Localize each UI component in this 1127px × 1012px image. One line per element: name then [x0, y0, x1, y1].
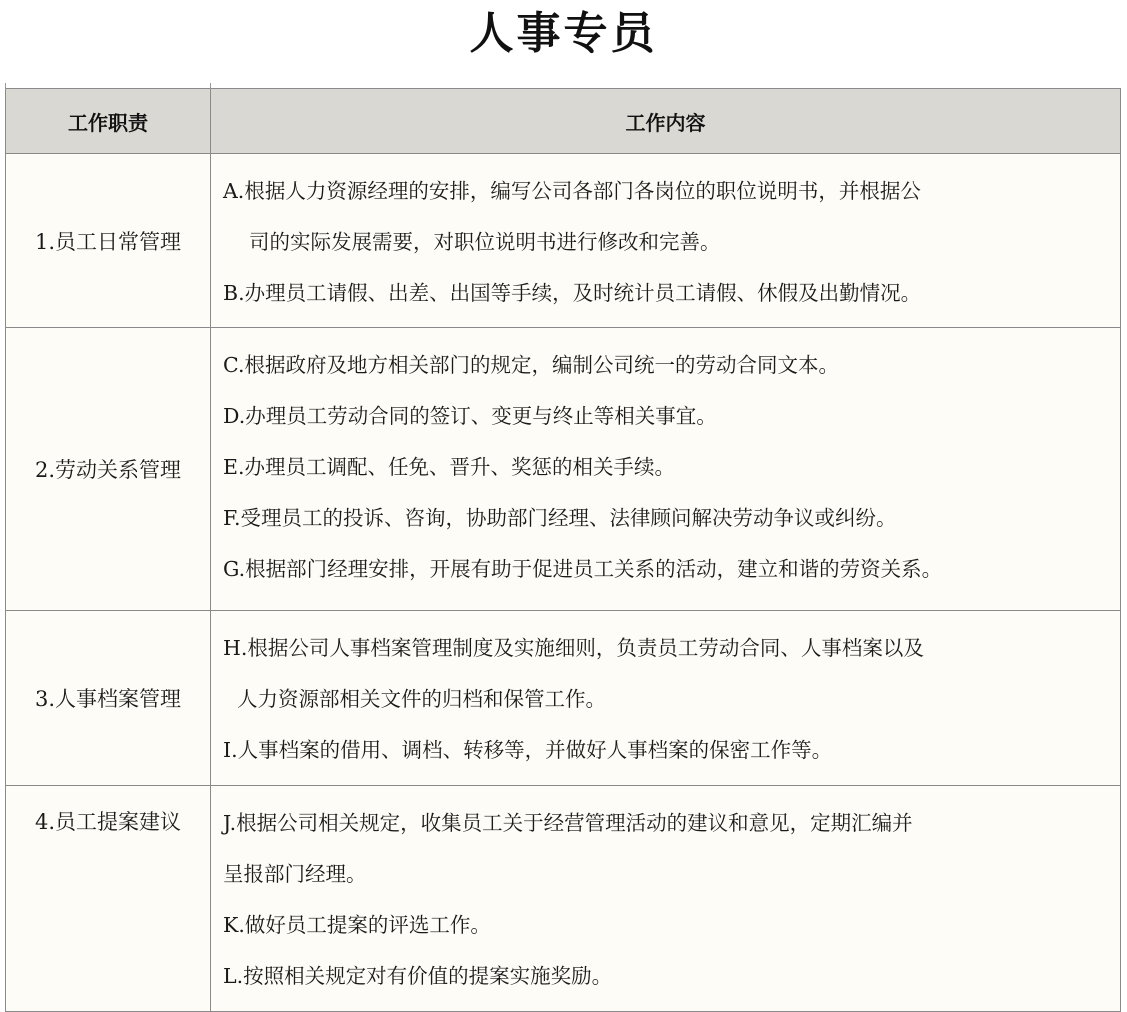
- content-item-line: B.办理员工请假、出差、出国等手续，及时统计员工请假、休假及出勤情况。: [223, 281, 922, 305]
- table-header-row: [6, 89, 1121, 154]
- table-row: [6, 786, 1121, 1012]
- content-item: [223, 340, 1110, 391]
- content-item: [223, 166, 1110, 268]
- header-duty: 工作职责: [6, 89, 211, 154]
- content-item: [223, 951, 1110, 1002]
- content-item-line: K.做好员工提案的评选工作。: [223, 913, 491, 937]
- content-item-line: D.办理员工劳动合同的签订、变更与终止等相关事宜。: [223, 404, 717, 428]
- content-item: [223, 493, 1110, 544]
- content-item: [223, 798, 1110, 900]
- content-cell: [211, 154, 1121, 328]
- content-item: [223, 900, 1110, 951]
- duty-cell: 2.劳动关系管理: [6, 328, 211, 611]
- content-cell: [211, 611, 1121, 786]
- content-item: [223, 623, 1110, 725]
- content-item-line: 司的实际发展需要，对职位说明书进行修改和完善。: [249, 230, 721, 254]
- content-item-line: C.根据政府及地方相关部门的规定，编制公司统一的劳动合同文本。: [223, 353, 839, 377]
- content-item: [223, 725, 1110, 776]
- header-content: 工作内容: [211, 89, 1121, 154]
- content-item: [223, 544, 1110, 595]
- duty-cell: 1.员工日常管理: [6, 154, 211, 328]
- content-item: [223, 442, 1110, 493]
- content-item-line: G.根据部门经理安排，开展有助于促进员工关系的活动，建立和谐的劳资关系。: [223, 557, 943, 581]
- content-item-line: E.办理员工调配、任免、晋升、奖惩的相关手续。: [223, 455, 675, 479]
- content-item-line: A.根据人力资源经理的安排，编写公司各部门各岗位的职位说明书，并根据公: [223, 179, 921, 203]
- duty-cell: 4.员工提案建议: [6, 786, 211, 1012]
- content-item-line: I.人事档案的借用、调档、转移等，并做好人事档案的保密工作等。: [223, 738, 833, 762]
- content-cell: [211, 786, 1121, 1012]
- table-corner-mark: [210, 83, 211, 89]
- table-row: [6, 154, 1121, 328]
- content-item-line: 人力资源部相关文件的归档和保管工作。: [237, 687, 606, 711]
- content-item-line: L.按照相关规定对有价值的提案实施奖励。: [223, 964, 613, 988]
- content-item-line: H.根据公司人事档案管理制度及实施细则，负责员工劳动合同、人事档案以及: [223, 636, 924, 660]
- table-corner-mark: [5, 83, 6, 89]
- page-title: 人事专员: [469, 8, 658, 59]
- duty-cell: 3.人事档案管理: [6, 611, 211, 786]
- content-item-line: 呈报部门经理。: [223, 862, 367, 886]
- table-row: [6, 611, 1121, 786]
- content-item: [223, 268, 1110, 319]
- table-row: [6, 328, 1121, 611]
- content-item: [223, 391, 1110, 442]
- content-item-line: J.根据公司相关规定，收集员工关于经营管理活动的建议和意见，定期汇编并: [223, 811, 913, 835]
- content-cell: [211, 328, 1121, 611]
- content-item-line: F.受理员工的投诉、咨询，协助部门经理、法律顾问解决劳动争议或纠纷。: [223, 506, 897, 530]
- responsibilities-table: [5, 88, 1121, 1012]
- responsibilities-table-wrapper: [5, 88, 1121, 1012]
